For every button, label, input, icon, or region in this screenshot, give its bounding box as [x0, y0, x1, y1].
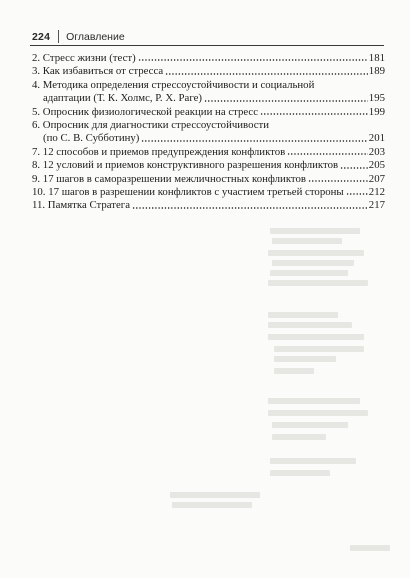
show-through-line	[272, 260, 354, 266]
toc-entry-page: 203	[368, 145, 385, 158]
toc-entry-title: 4. Методика определения стрессоустойчивости и социальной	[32, 78, 315, 91]
toc-entry-title: 7. 12 способов и приемов предупреждения конфликтов	[32, 145, 286, 158]
show-through-line	[274, 368, 314, 374]
toc-entry	[32, 52, 385, 65]
show-through-line	[274, 346, 364, 352]
show-through-line	[272, 422, 348, 428]
dot-leader	[260, 112, 368, 116]
show-through-line	[350, 545, 390, 551]
show-through-line	[268, 334, 364, 340]
toc-entry-title: 10. 17 шагов в разрешении конфликтов с участием третьей стороны	[32, 186, 344, 199]
show-through-line	[272, 434, 326, 440]
header-rule	[30, 45, 384, 46]
toc-entry	[32, 79, 385, 106]
show-through-line	[274, 356, 336, 362]
toc-entry-title-continuation: (по С. В. Субботину)	[43, 132, 140, 145]
toc-entry	[32, 159, 385, 172]
dot-leader	[308, 179, 368, 183]
toc-entry	[32, 186, 385, 199]
show-through-line	[268, 250, 364, 256]
toc-entry	[32, 119, 385, 146]
toc-entry-title: 11. Памятка Стратега	[32, 199, 131, 212]
toc-entry-page: 195	[368, 92, 385, 105]
show-through-line	[270, 470, 330, 476]
toc-entry-title: 5. Опросник физиологической реакции на стресс	[32, 105, 259, 118]
show-through-line	[270, 270, 348, 276]
dot-leader	[132, 206, 368, 210]
toc-entry	[32, 146, 385, 159]
show-through-line	[268, 280, 368, 286]
toc-entry-page: 199	[368, 105, 385, 118]
dot-leader	[287, 152, 368, 156]
toc-entry-title: 3. Как избавиться от стресса	[32, 65, 164, 78]
show-through-line	[268, 312, 338, 318]
dot-leader	[165, 72, 368, 76]
show-through-line	[272, 238, 342, 244]
show-through-line	[268, 398, 360, 404]
toc-entry-page: 207	[368, 172, 385, 185]
toc-entry-title: 6. Опросник для диагностики стрессоустойчивости	[32, 119, 270, 132]
show-through-line	[270, 458, 356, 464]
toc-entry	[32, 65, 385, 78]
toc-entry-page: 205	[368, 159, 385, 172]
toc-entry	[32, 106, 385, 119]
toc-entry-title-continuation: адаптации (Т. К. Холмс, Р. Х. Раге)	[43, 92, 202, 105]
dot-leader	[340, 166, 368, 170]
toc-entry	[32, 173, 385, 186]
show-through-line	[268, 410, 368, 416]
header-separator	[58, 30, 59, 43]
toc-entry-page: 212	[368, 186, 385, 199]
toc-entry-title: 9. 17 шагов в саморазрешении межличностных конфликтов	[32, 172, 306, 185]
toc-entry-page: 201	[368, 132, 385, 145]
toc-entry-title: 2. Стресс жизни (тест)	[32, 52, 136, 64]
toc-entry	[32, 199, 385, 212]
dot-leader	[138, 58, 368, 62]
show-through-line	[172, 502, 252, 508]
show-through-line	[268, 322, 352, 328]
toc-entry-page: 189	[368, 65, 385, 78]
page-number: 224	[32, 30, 51, 43]
show-through-line	[170, 492, 260, 498]
toc-entry-page: 217	[368, 199, 385, 212]
running-head	[32, 30, 125, 43]
toc-entry-page: 181	[368, 52, 385, 64]
show-through-line	[270, 228, 360, 234]
dot-leader	[204, 99, 368, 103]
table-of-contents	[32, 52, 385, 213]
section-title: Оглавление	[66, 30, 125, 43]
dot-leader	[141, 139, 367, 143]
dot-leader	[346, 192, 368, 196]
toc-entry-title: 8. 12 условий и приемов конструктивного разрешения конфликтов	[32, 159, 339, 172]
